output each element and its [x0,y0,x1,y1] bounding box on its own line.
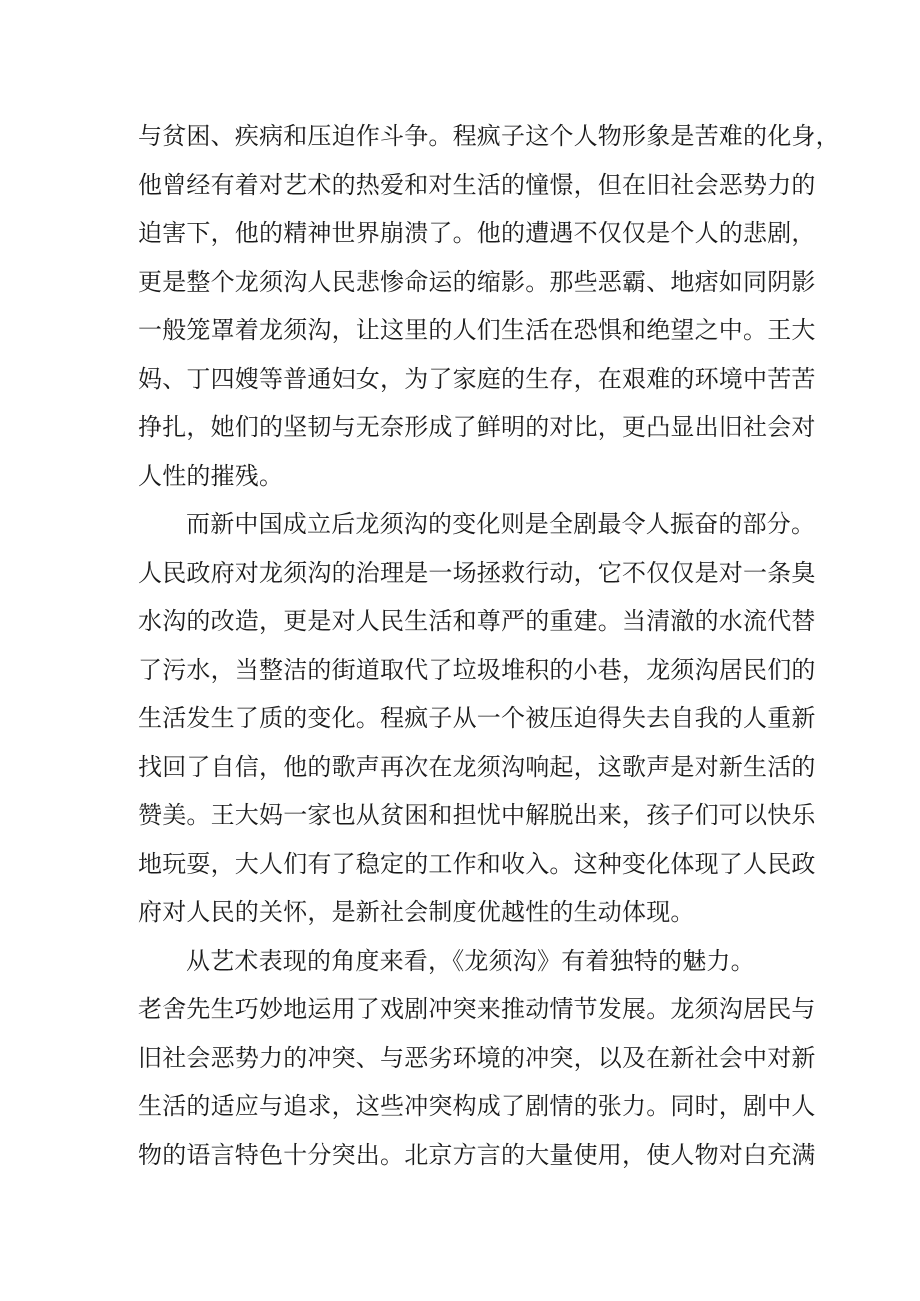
paragraph-first-line: 而新中国成立后龙须沟的变化则是全剧最令人振奋的部分。 [186,510,816,538]
text-line: 旧社会恶势力的冲突、与恶劣环境的冲突，以及在新社会中对新 [138,1043,816,1072]
text-line: 府对人民的关怀，是新社会制度优越性的生动体现。 [138,898,695,926]
paragraph-first-line: 从艺术表现的角度来看，《龙须沟》有着独特的魅力。 [186,946,755,975]
text-line: 物的语言特色十分突出。北京方言的大量使用，使人物对白充满 [138,1140,816,1169]
text-line: 挣扎，她们的坚韧与无奈形成了鲜明的对比，更凸显出旧社会对 [138,413,816,441]
text-line: 人民政府对龙须沟的治理是一场拯救行动，它不仅仅是对一条臭 [138,558,816,587]
body-text [138,112,840,1179]
text-line: 地玩耍，大人们有了稳定的工作和收入。这种变化体现了人民政 [138,849,816,878]
text-line: 人性的摧残。 [138,461,284,490]
text-line: 水沟的改造，更是对人民生活和尊严的重建。当清澈的水流代替 [138,607,816,635]
text-line: 生活的适应与追求，这些冲突构成了剧情的张力。同时，剧中人 [138,1092,816,1120]
text-line: 赞美。王大妈一家也从贫困和担忧中解脱出来，孩子们可以快乐 [138,801,816,829]
text-line: 老舍先生巧妙地运用了戏剧冲突来推动情节发展。龙须沟居民与 [138,995,816,1023]
text-line: 了污水，当整洁的街道取代了垃圾堆积的小巷，龙须沟居民们的 [138,655,816,684]
text-line: 一般笼罩着龙须沟，让这里的人们生活在恐惧和绝望之中。王大 [138,316,816,344]
text-line: 与贫困、疾病和压迫作斗争。程疯子这个人物形象是苦难的化身， [138,122,840,150]
text-line: 更是整个龙须沟人民悲惨命运的缩影。那些恶霸、地痞如同阴影 [138,267,816,296]
text-line: 迫害下，他的精神世界崩溃了。他的遭遇不仅仅是个人的悲剧， [138,219,816,247]
text-line: 他曾经有着对艺术的热爱和对生活的憧憬，但在旧社会恶势力的 [138,170,816,199]
text-line: 生活发生了质的变化。程疯子从一个被压迫得失去自我的人重新 [138,704,816,732]
text-line: 找回了自信，他的歌声再次在龙须沟响起，这歌声是对新生活的 [138,752,816,781]
text-line: 妈、丁四嫂等普通妇女，为了家庭的生存，在艰难的环境中苦苦 [138,364,816,393]
